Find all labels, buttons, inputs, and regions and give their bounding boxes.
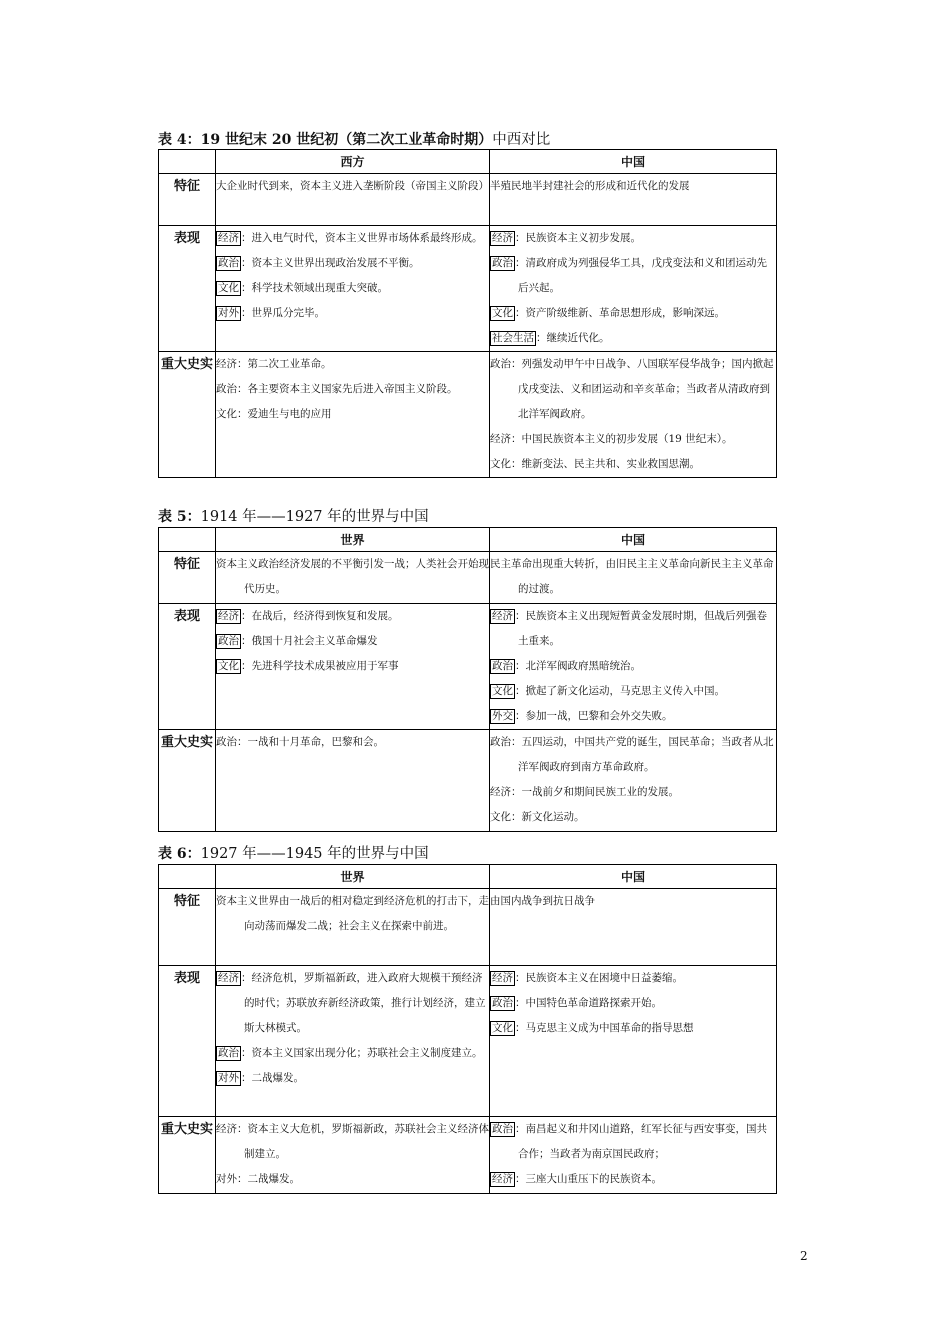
world-cell — [216, 174, 490, 226]
row-label-manifestation — [159, 226, 216, 352]
china-cell — [490, 730, 777, 832]
cell-paragraph — [490, 1016, 776, 1041]
cell-text: 资本主义世界由一战后的相对稳定到经济危机的打击下，走向动荡而爆发二战；社会主义在探索中前进。 — [216, 895, 489, 932]
cell-paragraph — [216, 377, 489, 402]
page-number: 2 — [800, 1249, 808, 1263]
cell-paragraph — [216, 402, 489, 427]
cell-text: ：二战爆发。 — [241, 1072, 304, 1084]
cell-paragraph — [490, 427, 776, 452]
world-cell — [216, 1117, 490, 1194]
category-tag: 政治 — [218, 635, 239, 647]
china-cell — [490, 889, 777, 966]
category-tag: 对外 — [218, 1072, 239, 1084]
world-cell — [216, 552, 490, 604]
category-tag: 政治 — [492, 257, 513, 269]
category-tag: 政治 — [492, 660, 513, 672]
china-cell — [490, 174, 777, 226]
row-label-text: 特征 — [173, 557, 200, 572]
row-label-major-events — [159, 730, 216, 832]
cell-text: 由国内战争到抗日战争 — [490, 895, 595, 907]
table5-col-header-china: 中国 — [490, 528, 777, 552]
category-tag: 经济 — [218, 610, 239, 622]
cell-text: ：资本主义世界出现政治发展不平衡。 — [241, 257, 420, 269]
cell-paragraph — [490, 654, 776, 679]
cell-text: ：在战后，经济得到恢复和发展。 — [241, 610, 399, 622]
row-label-text: 表现 — [173, 971, 200, 986]
cell-text: 文化：新文化运动。 — [490, 811, 585, 823]
world-cell — [216, 352, 490, 478]
category-tag: 经济 — [218, 972, 239, 984]
row-label-text: 重大史实 — [160, 357, 213, 372]
world-cell — [216, 966, 490, 1117]
cell-text: ：科学技术领域出现重大突破。 — [241, 282, 388, 294]
cell-text: 文化：维新变法、民主共和、实业救国思潮。 — [490, 458, 700, 470]
cell-text: ：民族资本主义初步发展。 — [515, 232, 641, 244]
table6-col-header-world: 世界 — [216, 865, 490, 889]
world-cell — [216, 889, 490, 966]
category-tag: 经济 — [492, 610, 513, 622]
table-row — [159, 604, 777, 730]
table-row — [159, 966, 777, 1117]
table4-corner-cell — [159, 150, 216, 174]
cell-text: ：继续近代化。 — [536, 332, 610, 344]
category-tag: 文化 — [492, 685, 513, 697]
category-tag: 对外 — [218, 307, 239, 319]
cell-text: ：马克思主义成为中国革命的指导思想 — [515, 1022, 694, 1034]
cell-paragraph — [490, 805, 776, 830]
china-cell — [490, 966, 777, 1117]
cell-paragraph — [216, 552, 489, 602]
table4 — [158, 149, 777, 478]
category-tag: 文化 — [218, 282, 239, 294]
cell-paragraph — [490, 889, 776, 914]
category-tag: 文化 — [492, 307, 513, 319]
cell-paragraph — [490, 604, 776, 654]
cell-paragraph — [490, 1167, 776, 1192]
cell-text: 政治：各主要资本主义国家先后进入帝国主义阶段。 — [216, 383, 458, 395]
table-row — [159, 226, 777, 352]
table4-col-header-west: 西方 — [216, 150, 490, 174]
category-tag: 政治 — [218, 257, 239, 269]
table5-corner-cell — [159, 528, 216, 552]
row-label-feature — [159, 889, 216, 966]
row-label-text: 特征 — [173, 894, 200, 909]
cell-text: ：世界瓜分完毕。 — [241, 307, 325, 319]
cell-paragraph — [216, 654, 489, 679]
cell-text: ：经济危机，罗斯福新政，进入政府大规模干预经济的时代；苏联放弃新经济政策，推行计划经济，建立斯大林模式。 — [241, 972, 486, 1034]
cell-text: 政治：列强发动甲午中日战争、八国联军侵华战争；国内掀起戊戌变法、义和团运动和辛亥革命；当政者从清政府到北洋军阀政府。 — [490, 358, 774, 420]
cell-text: ：资产阶级维新、革命思想形成，影响深远。 — [515, 307, 725, 319]
row-label-major-events — [159, 352, 216, 478]
cell-paragraph — [490, 174, 776, 199]
cell-paragraph — [216, 226, 489, 251]
table-row — [159, 730, 777, 832]
table5-caption-bold: 表 5： — [158, 509, 201, 525]
cell-paragraph — [216, 301, 489, 326]
cell-text: ：参加一战，巴黎和会外交失败。 — [515, 710, 673, 722]
cell-text: 经济：中国民族资本主义的初步发展（19 世纪末）。 — [490, 433, 733, 445]
cell-paragraph — [490, 991, 776, 1016]
cell-paragraph — [490, 730, 776, 780]
row-label-feature — [159, 174, 216, 226]
category-tag: 经济 — [218, 232, 239, 244]
cell-paragraph — [216, 966, 489, 1041]
china-cell — [490, 604, 777, 730]
table6-caption — [158, 842, 429, 863]
row-label-major-events — [159, 1117, 216, 1194]
cell-paragraph — [490, 452, 776, 477]
row-label-text: 表现 — [173, 231, 200, 246]
row-label-manifestation — [159, 966, 216, 1117]
cell-paragraph — [490, 780, 776, 805]
cell-paragraph — [490, 679, 776, 704]
category-tag: 经济 — [492, 1173, 513, 1185]
category-tag: 外交 — [492, 710, 513, 722]
cell-paragraph — [216, 889, 489, 939]
cell-paragraph — [216, 629, 489, 654]
row-label-text: 表现 — [173, 609, 200, 624]
cell-text: ：进入电气时代，资本主义世界市场体系最终形成。 — [241, 232, 483, 244]
category-tag: 文化 — [218, 660, 239, 672]
table-row — [159, 174, 777, 226]
cell-paragraph — [216, 730, 489, 755]
table4-caption — [158, 128, 550, 149]
cell-paragraph — [490, 966, 776, 991]
table-row — [159, 889, 777, 966]
cell-text: ：北洋军阀政府黑暗统治。 — [515, 660, 641, 672]
row-label-manifestation — [159, 604, 216, 730]
table-row — [159, 1117, 777, 1194]
cell-text: ：民族资本主义出现短暂黄金发展时期，但战后列强卷土重来。 — [515, 610, 767, 647]
cell-paragraph — [490, 552, 776, 602]
cell-paragraph — [216, 352, 489, 377]
cell-text: 文化：爱迪生与电的应用 — [216, 408, 332, 420]
category-tag: 文化 — [492, 1022, 513, 1034]
cell-text: ：掀起了新文化运动，马克思主义传入中国。 — [515, 685, 725, 697]
table6-caption-rest: 1927 年——1945 年的世界与中国 — [200, 846, 429, 862]
cell-paragraph — [490, 226, 776, 251]
cell-paragraph — [490, 704, 776, 729]
cell-paragraph — [490, 326, 776, 351]
row-label-text: 特征 — [173, 179, 200, 194]
table-row — [159, 552, 777, 604]
cell-text: ：三座大山重压下的民族资本。 — [515, 1173, 662, 1185]
cell-text: 资本主义政治经济发展的不平衡引发一战；人类社会开始现代历史。 — [216, 558, 489, 595]
row-label-feature — [159, 552, 216, 604]
cell-paragraph — [216, 1041, 489, 1066]
cell-text: 经济：一战前夕和期间民族工业的发展。 — [490, 786, 679, 798]
cell-text: ：中国特色革命道路探索开始。 — [515, 997, 662, 1009]
cell-text: ：先进科学技术成果被应用于军事 — [241, 660, 399, 672]
table4-caption-bold: 表 4：19 世纪末 20 世纪初（第二次工业革命时期） — [158, 132, 493, 148]
cell-text: 对外：二战爆发。 — [216, 1173, 300, 1185]
cell-text: 半殖民地半封建社会的形成和近代化的发展 — [490, 180, 690, 192]
cell-text: ：清政府成为列强侵华工具，戊戌变法和义和团运动先后兴起。 — [515, 257, 767, 294]
cell-text: 政治：一战和十月革命，巴黎和会。 — [216, 736, 384, 748]
table6-caption-bold: 表 6： — [158, 846, 201, 862]
table-row — [159, 352, 777, 478]
cell-text: 经济：第二次工业革命。 — [216, 358, 332, 370]
category-tag: 经济 — [492, 972, 513, 984]
table6-corner-cell — [159, 865, 216, 889]
china-cell — [490, 552, 777, 604]
cell-text: 政治：五四运动，中国共产党的诞生，国民革命；当政者从北洋军阀政府到南方革命政府。 — [490, 736, 774, 773]
cell-paragraph — [490, 1117, 776, 1167]
table4-col-header-china: 中国 — [490, 150, 777, 174]
china-cell — [490, 226, 777, 352]
china-cell — [490, 352, 777, 478]
table5-col-header-world: 世界 — [216, 528, 490, 552]
cell-paragraph — [490, 301, 776, 326]
table5 — [158, 527, 777, 832]
category-tag: 政治 — [492, 1123, 513, 1135]
cell-text: ：南昌起义和井冈山道路，红军长征与西安事变，国共合作；当政者为南京国民政府； — [515, 1123, 767, 1160]
cell-paragraph — [216, 276, 489, 301]
cell-text: 经济：资本主义大危机，罗斯福新政，苏联社会主义经济体制建立。 — [216, 1123, 489, 1160]
category-tag: 社会生活 — [492, 332, 534, 344]
table5-caption-rest: 1914 年——1927 年的世界与中国 — [200, 509, 429, 525]
table6-col-header-china: 中国 — [490, 865, 777, 889]
world-cell — [216, 226, 490, 352]
cell-paragraph — [490, 251, 776, 301]
cell-text: ：俄国十月社会主义革命爆发 — [241, 635, 378, 647]
category-tag: 政治 — [492, 997, 513, 1009]
table6 — [158, 864, 777, 1194]
cell-paragraph — [216, 174, 489, 199]
table5-caption — [158, 505, 429, 526]
category-tag: 政治 — [218, 1047, 239, 1059]
cell-text: 民主革命出现重大转折，由旧民主主义革命向新民主主义革命的过渡。 — [490, 558, 774, 595]
cell-paragraph — [216, 604, 489, 629]
china-cell — [490, 1117, 777, 1194]
cell-text: ：资本主义国家出现分化；苏联社会主义制度建立。 — [241, 1047, 483, 1059]
world-cell — [216, 730, 490, 832]
world-cell — [216, 604, 490, 730]
cell-paragraph — [216, 1066, 489, 1091]
cell-paragraph — [216, 1167, 489, 1192]
cell-text: 大企业时代到来，资本主义进入垄断阶段（帝国主义阶段） — [216, 180, 489, 192]
cell-paragraph — [216, 1117, 489, 1167]
cell-paragraph — [216, 251, 489, 276]
category-tag: 经济 — [492, 232, 513, 244]
cell-text: ：民族资本主义在困境中日益萎缩。 — [515, 972, 683, 984]
row-label-text: 重大史实 — [160, 1122, 213, 1137]
table4-caption-rest: 中西对比 — [492, 132, 551, 148]
cell-paragraph — [490, 352, 776, 427]
row-label-text: 重大史实 — [160, 735, 213, 750]
